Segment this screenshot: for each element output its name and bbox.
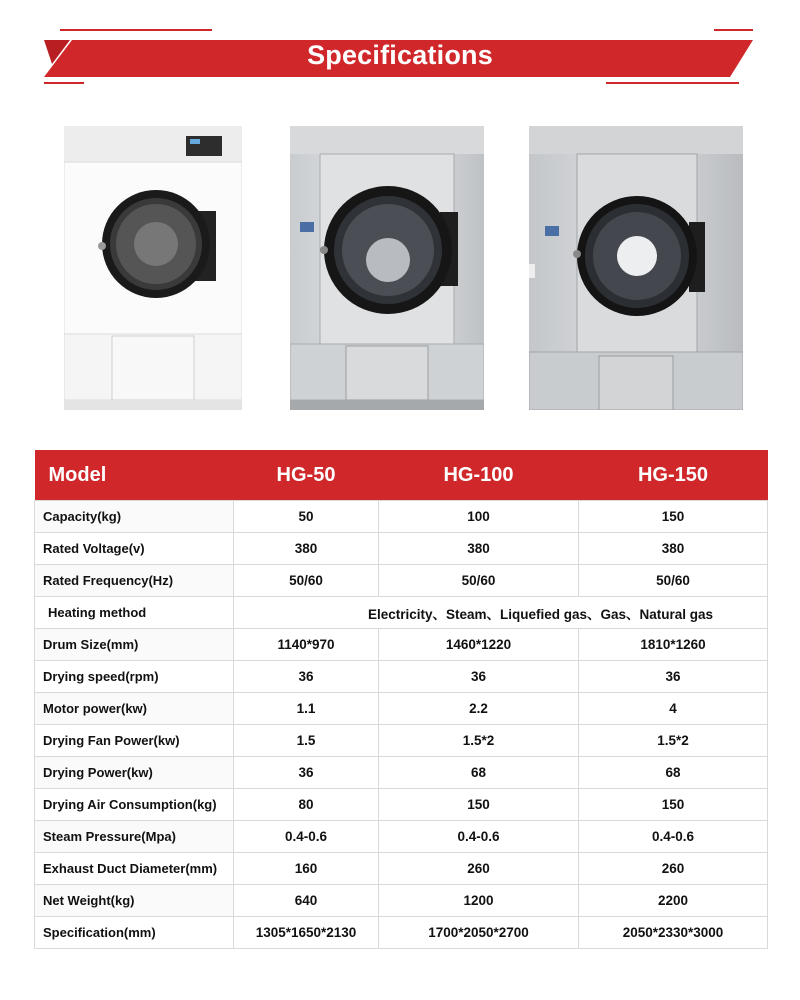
cell-hg-50: 36 [234,661,379,693]
cell-hg-150: 1810*1260 [579,629,768,661]
row-label: Net Weight(kg) [35,885,234,917]
row-label: Heating method [35,597,234,629]
row-label: Steam Pressure(Mpa) [35,821,234,853]
header-hg-150: HG-150 [579,450,768,501]
table-row [35,693,768,725]
row-label: Drying Air Consumption(kg) [35,789,234,821]
table-row [35,853,768,885]
cell-hg-100: 380 [379,533,579,565]
cell-hg-100: 36 [379,661,579,693]
cell-hg-50: 1305*1650*2130 [234,917,379,949]
cell-hg-100: 0.4-0.6 [379,821,579,853]
table-row [35,661,768,693]
table-header-row [35,450,768,501]
white-dryer-photo [64,126,242,410]
cell-hg-50: 1.5 [234,725,379,757]
cell-hg-50: 640 [234,885,379,917]
cell-hg-100: 68 [379,757,579,789]
cell-hg-100: 2.2 [379,693,579,725]
stainless-dryer-large-photo [529,126,743,410]
cell-hg-100: 1.5*2 [379,725,579,757]
cell-hg-50: 80 [234,789,379,821]
cell-hg-50: 160 [234,853,379,885]
row-label: Drum Size(mm) [35,629,234,661]
cell-heating-method: Electricity、Steam、Liquefied gas、Gas、Natural gas [234,597,768,629]
cell-hg-50: 1140*970 [234,629,379,661]
cell-hg-50: 1.1 [234,693,379,725]
specifications-table [34,450,768,949]
table-row [35,629,768,661]
table-row [35,597,768,629]
table-row [35,565,768,597]
cell-hg-150: 36 [579,661,768,693]
row-label: Rated Frequency(Hz) [35,565,234,597]
header-model: Model [35,450,234,501]
row-label: Motor power(kw) [35,693,234,725]
page-title: Specifications [307,40,493,70]
cell-hg-150: 0.4-0.6 [579,821,768,853]
cell-hg-150: 2200 [579,885,768,917]
cell-hg-150: 150 [579,789,768,821]
table-row [35,821,768,853]
cell-hg-150: 4 [579,693,768,725]
cell-hg-150: 260 [579,853,768,885]
specifications-banner [0,0,800,100]
row-label: Capacity(kg) [35,501,234,533]
header-hg-100: HG-100 [379,450,579,501]
row-label: Drying Power(kw) [35,757,234,789]
table-row [35,885,768,917]
table-row [35,789,768,821]
cell-hg-50: 380 [234,533,379,565]
table-row [35,725,768,757]
table-row [35,757,768,789]
table-row [35,533,768,565]
row-label: Drying Fan Power(kw) [35,725,234,757]
cell-hg-150: 50/60 [579,565,768,597]
cell-hg-150: 68 [579,757,768,789]
cell-hg-50: 50 [234,501,379,533]
cell-hg-50: 36 [234,757,379,789]
row-label: Drying speed(rpm) [35,661,234,693]
cell-hg-100: 260 [379,853,579,885]
cell-hg-150: 2050*2330*3000 [579,917,768,949]
stainless-dryer-photo [290,126,484,410]
cell-hg-100: 100 [379,501,579,533]
cell-hg-150: 1.5*2 [579,725,768,757]
cell-hg-100: 1700*2050*2700 [379,917,579,949]
cell-hg-100: 150 [379,789,579,821]
cell-hg-150: 150 [579,501,768,533]
table-row [35,917,768,949]
cell-hg-50: 0.4-0.6 [234,821,379,853]
cell-hg-100: 1200 [379,885,579,917]
row-label: Exhaust Duct Diameter(mm) [35,853,234,885]
cell-hg-100: 50/60 [379,565,579,597]
table-row [35,501,768,533]
cell-hg-100: 1460*1220 [379,629,579,661]
cell-hg-150: 380 [579,533,768,565]
row-label: Specification(mm) [35,917,234,949]
cell-hg-50: 50/60 [234,565,379,597]
row-label: Rated Voltage(v) [35,533,234,565]
header-hg-50: HG-50 [234,450,379,501]
